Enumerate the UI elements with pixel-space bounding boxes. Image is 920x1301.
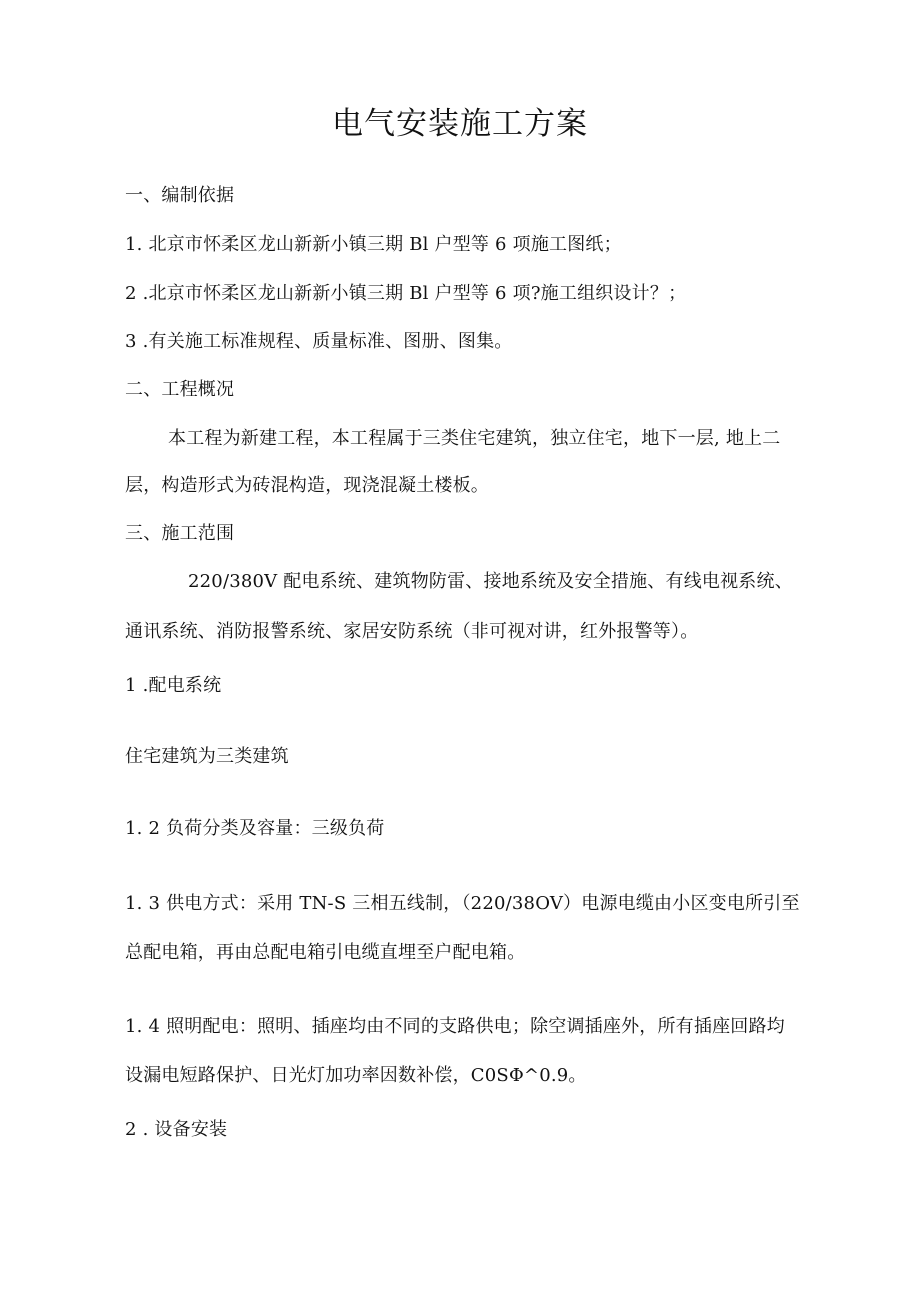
paragraph-line: 住宅建筑为三类建筑 — [125, 746, 289, 767]
list-item: 3 .有关施工标准规程、质量标准、图册、图集。 — [125, 331, 513, 352]
paragraph-line: 设漏电短路保护、日光灯加功率因数补偿，C0SΦ^0.9。 — [125, 1065, 587, 1086]
section-heading-scope: 三、施工范围 — [125, 523, 235, 544]
paragraph-line: 层，构造形式为砖混构造，现浇混凝土楼板。 — [125, 475, 489, 496]
list-item: 1. 北京市怀柔区龙山新新小镇三期 Bl 户型等 6 项施工图纸； — [125, 234, 622, 255]
page-title: 电气安装施工方案 — [332, 106, 588, 142]
paragraph-line: 1. 4 照明配电：照明、插座均由不同的支路供电；除空调插座外，所有插座回路均 — [125, 1016, 785, 1037]
list-item: 2 .北京市怀柔区龙山新新小镇三期 Bl 户型等 6 项?施工组织设计？； — [125, 283, 687, 304]
subsection-heading: 1 .配电系统 — [125, 675, 222, 696]
paragraph-line: 1. 2 负荷分类及容量：三级负荷 — [125, 818, 385, 839]
paragraph-line: 总配电箱，再由总配电箱引电缆直埋至户配电箱。 — [125, 942, 526, 963]
subsection-heading: 2 . 设备安装 — [125, 1119, 228, 1140]
paragraph-line: 220/380V 配电系统、建筑物防雷、接地系统及安全措施、有线电视系统、 — [188, 571, 793, 592]
section-heading-basis: 一、编制依据 — [125, 185, 235, 206]
paragraph-line: 通讯系统、消防报警系统、家居安防系统（非可视对讲，红外报警等）。 — [125, 621, 699, 642]
paragraph-line: 1. 3 供电方式：采用 TN-S 三相五线制，（220/38OV）电源电缆由小区变电所引至 — [125, 893, 800, 914]
section-heading-overview: 二、工程概况 — [125, 379, 235, 400]
paragraph-line: 本工程为新建工程，本工程属于三类住宅建筑，独立住宅，地下一层, 地上二 — [168, 428, 781, 449]
